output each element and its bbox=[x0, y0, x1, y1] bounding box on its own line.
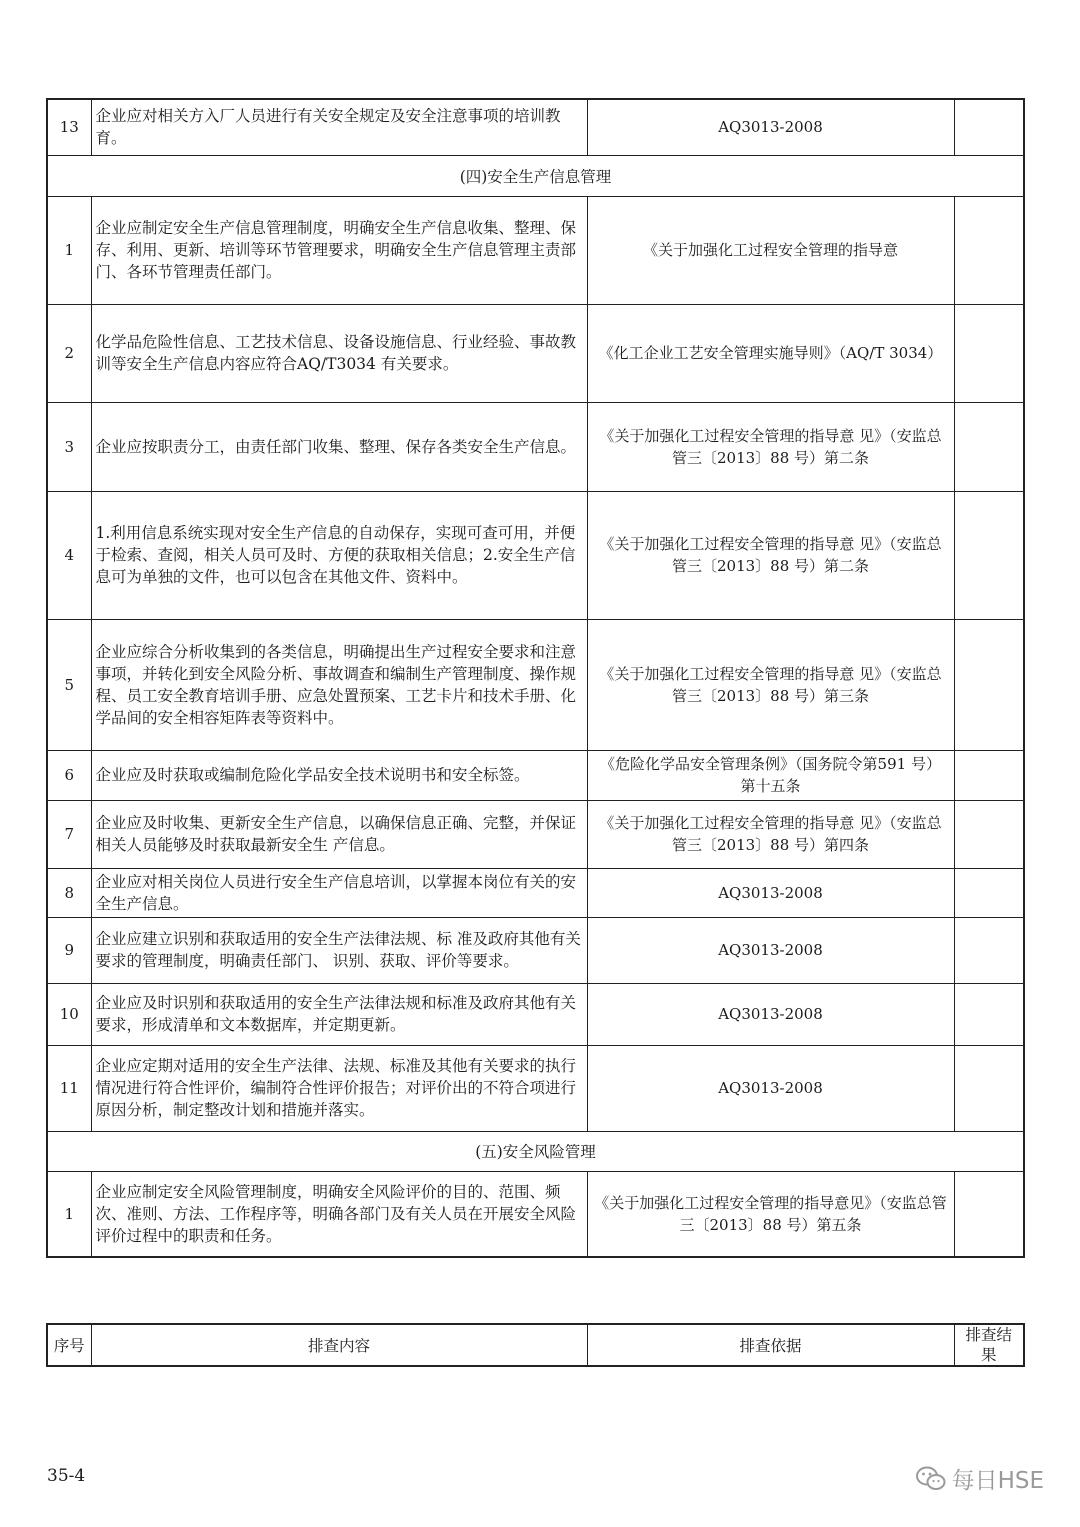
check-result bbox=[954, 800, 1024, 868]
check-result bbox=[954, 304, 1024, 402]
check-content: 企业应对相关方入厂人员进行有关安全规定及安全注意事项的培训教育。 bbox=[91, 99, 587, 155]
check-content: 企业应综合分析收集到的各类信息，明确提出生产过程安全要求和注意事项，并转化到安全风险分析、事故调查和编制生产管理制度、操作规程、员工安全教育培训手册、应急处置预案、工艺卡片和技术手册、化学品间的安全相容矩阵表等资料中。 bbox=[91, 619, 587, 750]
row-number: 13 bbox=[47, 99, 91, 155]
table-row bbox=[47, 983, 1024, 1045]
check-basis: 《危险化学品安全管理条例》（国务院令第591 号）第十五条 bbox=[587, 750, 954, 800]
page-number: 35-4 bbox=[47, 1466, 86, 1486]
row-number: 4 bbox=[47, 491, 91, 619]
check-basis: AQ3013-2008 bbox=[587, 868, 954, 917]
table-row bbox=[47, 196, 1024, 304]
header-basis: 排查依据 bbox=[587, 1324, 954, 1366]
checklist-table bbox=[46, 98, 1025, 1258]
table-row bbox=[47, 800, 1024, 868]
table-row bbox=[47, 868, 1024, 917]
check-basis: 《关于加强化工过程安全管理的指导意见》（安监总管三〔2013〕88 号）第五条 bbox=[587, 1171, 954, 1257]
check-basis: 《关于加强化工过程安全管理的指导意 见》（安监总管三〔2013〕88 号）第二条 bbox=[587, 402, 954, 491]
header-result: 排查结果 bbox=[954, 1324, 1024, 1366]
check-basis: 《关于加强化工过程安全管理的指导意 bbox=[587, 196, 954, 304]
column-header-table bbox=[46, 1323, 1025, 1367]
table-row bbox=[47, 402, 1024, 491]
check-result bbox=[954, 1171, 1024, 1257]
table-row bbox=[47, 491, 1024, 619]
check-basis: 《关于加强化工过程安全管理的指导意 见》（安监总管三〔2013〕88 号）第三条 bbox=[587, 619, 954, 750]
watermark bbox=[916, 1462, 1044, 1495]
table-row bbox=[47, 750, 1024, 800]
check-basis: AQ3013-2008 bbox=[587, 983, 954, 1045]
row-number: 3 bbox=[47, 402, 91, 491]
check-content: 企业应及时获取或编制危险化学品安全技术说明书和安全标签。 bbox=[91, 750, 587, 800]
check-basis: AQ3013-2008 bbox=[587, 1045, 954, 1131]
check-content: 企业应及时识别和获取适用的安全生产法律法规和标准及政府其他有关要求，形成清单和文本数据库，并定期更新。 bbox=[91, 983, 587, 1045]
check-content: 企业应制定安全风险管理制度，明确安全风险评价的目的、范围、频次、准则、方法、工作程序等，明确各部门及有关人员在开展安全风险评价过程中的职责和任务。 bbox=[91, 1171, 587, 1257]
check-result bbox=[954, 402, 1024, 491]
wechat-icon bbox=[916, 1466, 946, 1492]
table-row bbox=[47, 99, 1024, 155]
table-row bbox=[47, 1045, 1024, 1131]
header-number: 序号 bbox=[47, 1324, 91, 1366]
check-content: 企业应及时收集、更新安全生产信息，以确保信息正确、完整，并保证相关人员能够及时获取最新安全生 产信息。 bbox=[91, 800, 587, 868]
row-number: 8 bbox=[47, 868, 91, 917]
check-content: 企业应制定安全生产信息管理制度，明确安全生产信息收集、整理、保存、利用、更新、培训等环节管理要求，明确安全生产信息管理主责部门、各环节管理责任部门。 bbox=[91, 196, 587, 304]
check-result bbox=[954, 196, 1024, 304]
check-result bbox=[954, 917, 1024, 983]
row-number: 5 bbox=[47, 619, 91, 750]
row-number: 6 bbox=[47, 750, 91, 800]
table-row bbox=[47, 917, 1024, 983]
check-content: 企业应按职责分工，由责任部门收集、整理、保存各类安全生产信息。 bbox=[91, 402, 587, 491]
watermark-text: 每日HSE bbox=[951, 1468, 1044, 1494]
table-row bbox=[47, 1171, 1024, 1257]
check-basis: 《关于加强化工过程安全管理的指导意 见》（安监总管三〔2013〕88 号）第二条 bbox=[587, 491, 954, 619]
section-row bbox=[47, 155, 1024, 196]
row-number: 10 bbox=[47, 983, 91, 1045]
row-number: 9 bbox=[47, 917, 91, 983]
row-number: 7 bbox=[47, 800, 91, 868]
check-basis: 《化工企业工艺安全管理实施导则》（AQ/T 3034） bbox=[587, 304, 954, 402]
header-row bbox=[47, 1324, 1024, 1366]
check-result bbox=[954, 619, 1024, 750]
check-result bbox=[954, 1045, 1024, 1131]
check-content: 化学品危险性信息、工艺技术信息、设备设施信息、行业经验、事故教训等安全生产信息内容应符合AQ/T3034 有关要求。 bbox=[91, 304, 587, 402]
row-number: 2 bbox=[47, 304, 91, 402]
row-number: 11 bbox=[47, 1045, 91, 1131]
section-title: (五)安全风险管理 bbox=[47, 1131, 1024, 1171]
check-result bbox=[954, 983, 1024, 1045]
check-result bbox=[954, 750, 1024, 800]
check-content: 1.利用信息系统实现对安全生产信息的自动保存，实现可查可用，并便于检索、查阅，相关人员可及时、方便的获取相关信息；2.安全生产信息可为单独的文件，也可以包含在其他文件、资料中。 bbox=[91, 491, 587, 619]
check-content: 企业应定期对适用的安全生产法律、法规、标准及其他有关要求的执行情况进行符合性评价，编制符合性评价报告；对评价出的不符合项进行原因分析，制定整改计划和措施并落实。 bbox=[91, 1045, 587, 1131]
check-result bbox=[954, 491, 1024, 619]
header-content: 排查内容 bbox=[91, 1324, 587, 1366]
check-result bbox=[954, 99, 1024, 155]
row-number: 1 bbox=[47, 1171, 91, 1257]
check-basis: AQ3013-2008 bbox=[587, 917, 954, 983]
check-basis: 《关于加强化工过程安全管理的指导意 见》（安监总管三〔2013〕88 号）第四条 bbox=[587, 800, 954, 868]
check-content: 企业应建立识别和获取适用的安全生产法律法规、标 准及政府其他有关要求的管理制度，明确责任部门、 识别、获取、评价等要求。 bbox=[91, 917, 587, 983]
row-number: 1 bbox=[47, 196, 91, 304]
table-row bbox=[47, 619, 1024, 750]
check-basis: AQ3013-2008 bbox=[587, 99, 954, 155]
section-row bbox=[47, 1131, 1024, 1171]
table-row bbox=[47, 304, 1024, 402]
check-result bbox=[954, 868, 1024, 917]
section-title: (四)安全生产信息管理 bbox=[47, 155, 1024, 196]
check-content: 企业应对相关岗位人员进行安全生产信息培训，以掌握本岗位有关的安全生产信息。 bbox=[91, 868, 587, 917]
